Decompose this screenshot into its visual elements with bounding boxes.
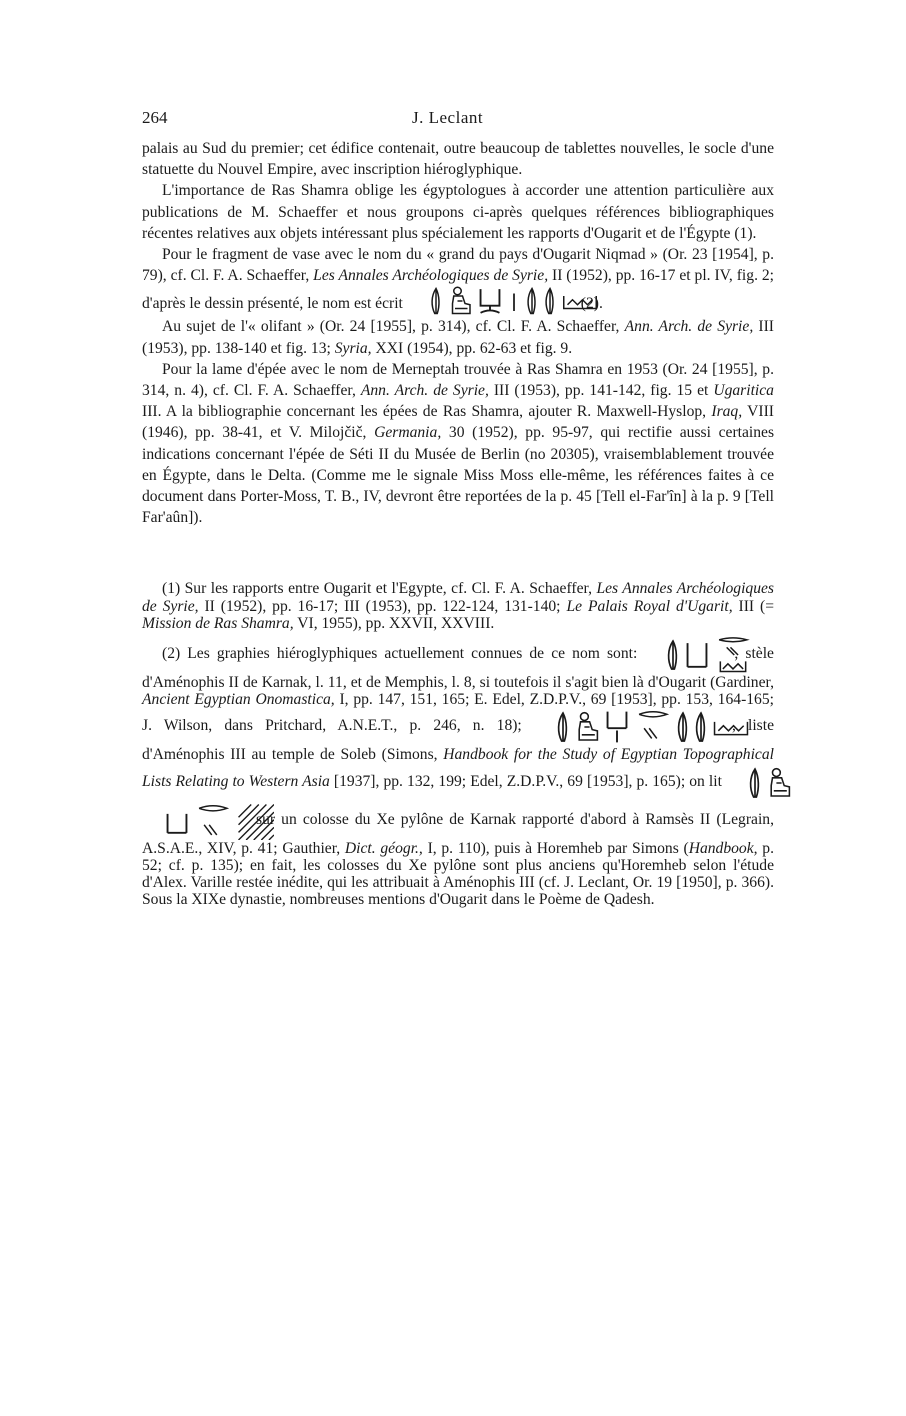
reed-leaf-glyph	[523, 286, 537, 316]
ka-arms-glyph	[664, 636, 690, 674]
reed-leaf-glyph	[728, 764, 742, 802]
running-header	[142, 108, 774, 132]
reed-leaf-glyph	[674, 708, 688, 746]
paragraph-ras-shamra: L'importance de Ras Shamra oblige les égyptologues à accorder une attention particulière aux publications de M. Schaeffer et nous groupons ci-après quelques références bibliographiques récentes relatives aux objets intéressant plus spécialement les rapports d'Ougarit et de l'Égypte (1).	[142, 182, 774, 242]
reed-leaf-glyph	[646, 636, 660, 674]
paragraph-niqmad-vase: Pour le fragment de vase avec le nom du « grand du pays d'Ougarit Niqmad » (Or. 23 [1954], p. 79), cf. Cl. F. A. Schaeffer, Les Annales Archéologiques de Syrie, II (1952), pp. 16-17 et pl. IV, fig. 2; d'après le dessin présenté, le nom est écrit (2).	[142, 244, 774, 316]
page	[142, 108, 774, 912]
paragraph-olifant: Au sujet de l'« olifant » (Or. 24 [1955], p. 314), cf. Cl. F. A. Schaeffer, Ann. Arch. de Syrie, III (1953), pp. 138-140 et fig. 13; Syria, XXI (1954), pp. 62-63 et fig. 9.	[142, 318, 775, 357]
paragraph-merneptah-sword: Pour la lame d'épée avec le nom de Merneptah trouvée à Ras Shamra en 1953 (Or. 24 [1955], p. 314, n. 4), cf. Cl. F. A. Schaeffer, Ann. Arch. de Syrie, III (1953), pp. 141-142, fig. 15 et Ugaritica III. A la bibliographie concernant les épées de Ras Shamra, ajouter R. Maxwell-Hyslop, Iraq, VIII (1946), pp. 38-41, et V. Milojčič, Germania, 30 (1952), pp. 95-97, qui rectifie aussi certaines indications concernant l'épée de Séti II du Musée de Berlin (no 20305), vraisemblablement trouvée en Égypte, dans le Delta. (Comme me le signale Miss Moss elle-même, les références faites à ce document dans Porter-Moss, T. B., IV, devront être reportées de la p. 45 [Tell el-Far'în] à la p. 9 [Tell Far'aûn]).	[142, 360, 775, 527]
reed-leaf-glyph	[536, 708, 550, 746]
footnotes	[142, 580, 774, 908]
reed-leaf-glyph	[505, 286, 519, 316]
tethering-rope-glyph	[694, 636, 732, 674]
seated-figure-glyph	[427, 286, 453, 316]
page-number: 264	[142, 108, 168, 127]
ka-arms-glyph	[144, 802, 170, 840]
hatched-lacuna-glyph	[216, 802, 254, 840]
reed-leaf-glyph	[656, 708, 670, 746]
seated-figure-glyph	[554, 708, 580, 746]
seated-figure-glyph	[746, 764, 772, 802]
main-text	[142, 138, 774, 528]
tethering-rope-glyph	[174, 802, 212, 840]
paragraph-continuation: palais au Sud du premier; cet édifice contenait, outre beaucoup de tablettes nouvelles, le socle d'une statuette du Nouvel Empire, avec inscription hiéroglyphique.	[142, 140, 774, 179]
running-head-author: J. Leclant	[412, 108, 484, 127]
reed-leaf-glyph	[409, 286, 423, 316]
footnote-2: (2) Les graphies hiéroglyphiques actuellement connues de ce nom sont: , stèle d'Aménophis II de Karnak, l. 11, et de Memphis, l. 8, si toutefois il s'agit bien là d'Ougarit (Gardiner, Ancient Egyptian Onomastica, I, pp. 147, 151, 165; E. Edel, Z.D.P.V., 69 [1953], pp. 153, 164-165; J. Wilson, dans Pritchard, A.N.E.T., p. 246, n. 18); , liste d'Aménophis III au temple de Soleb (Simons, Handbook for the Study of Egyptian Topographical Lists Relating to Western Asia [1937], pp. 132, 199; Edel, Z.D.P.V., 69 [1953], p. 165); on lit sur un colosse du Xe pylône de Karnak rapporté d'abord à Ramsès II (Legrain, A.S.A.E., XIV, p. 41; Gauthier, Dict. géogr., I, p. 110), puis à Horemheb par Simons (Handbook, p. 52; cf. p. 135); en fait, les colosses du Xe pylône sont plus anciens qu'Horemheb selon l'étude d'Alex. Varille restée inédite, qui les attribuait à Aménophis III (cf. J. Leclant, Or. 19 [1950], p. 366). Sous la XIXe dynastie, nombreuses mentions d'Ougarit dans le Poème de Qadesh.	[142, 636, 774, 908]
footnote-1: (1) Sur les rapports entre Ougarit et l'Egypte, cf. Cl. F. A. Schaeffer, Les Annales Archéologiques de Syrie, II (1952), pp. 16-17; III (1953), pp. 122-124, 131-140; Le Palais Royal d'Ugarit, III (= Mission de Ras Shamra, VI, 1955), pp. XXVII, XXVIII.	[142, 580, 774, 632]
water-canal-glyph	[541, 286, 579, 316]
stroke-glyph	[487, 286, 501, 316]
tethering-rope-glyph	[614, 708, 652, 746]
water-canal-glyph	[692, 708, 730, 746]
ka-arms-glyph	[457, 286, 483, 316]
ka-arms-glyph	[584, 708, 610, 746]
